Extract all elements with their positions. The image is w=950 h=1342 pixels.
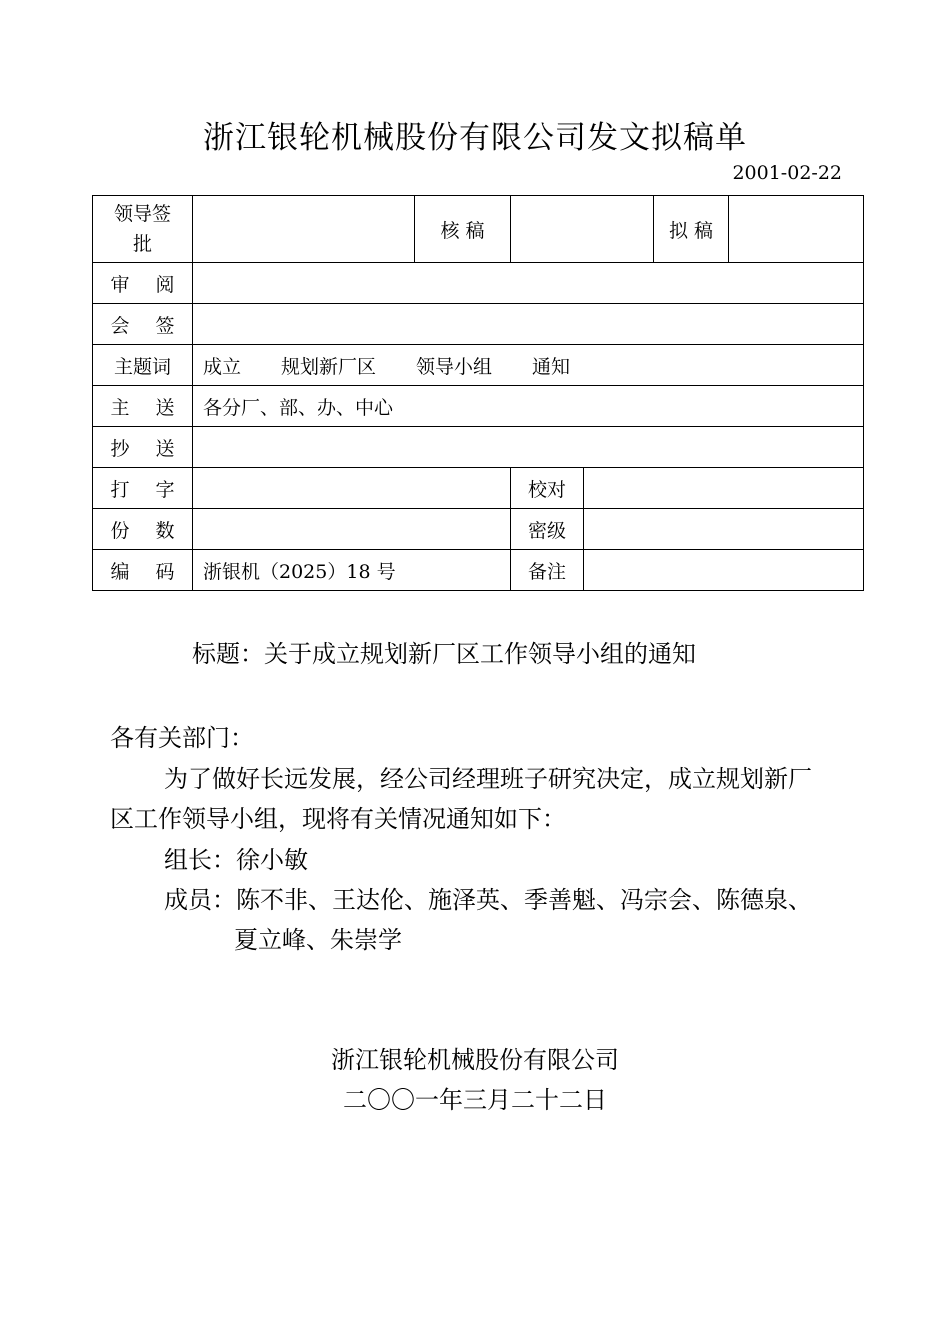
- leader-approval-field[interactable]: [193, 196, 415, 263]
- issuer-company: 浙江银轮机械股份有限公司: [331, 1046, 619, 1074]
- keywords-label: 主题词: [93, 345, 193, 386]
- subject-label: 标题：: [192, 640, 264, 668]
- countersign-field[interactable]: [193, 304, 864, 345]
- proofread-field[interactable]: [584, 468, 864, 509]
- copies-label: 份 数: [110, 519, 175, 542]
- table-row: [93, 304, 864, 345]
- table-row: [93, 509, 864, 550]
- body-paragraph-line: 为了做好长远发展，经公司经理班子研究决定，成立规划新厂: [164, 765, 812, 793]
- table-row: [93, 263, 864, 304]
- keyword: 领导小组: [416, 355, 493, 378]
- main-send-field[interactable]: 各分厂、部、办、中心: [193, 386, 864, 427]
- draft-field[interactable]: [729, 196, 864, 263]
- table-row: [93, 196, 864, 263]
- keyword: 成立: [203, 355, 242, 378]
- group-leader-line: 组长：徐小敏: [164, 846, 308, 874]
- document-date: 2001-02-22: [732, 162, 842, 184]
- verify-field[interactable]: [511, 196, 654, 263]
- keyword: 通知: [532, 355, 571, 378]
- table-row: [93, 386, 864, 427]
- main-send-label: 主 送: [110, 396, 175, 419]
- secrecy-label: 密级: [511, 509, 584, 550]
- table-row: [93, 345, 864, 386]
- subject-text: 关于成立规划新厂区工作领导小组的通知: [264, 640, 696, 668]
- draft-label: 拟 稿: [654, 196, 729, 263]
- keywords-field[interactable]: [193, 345, 864, 386]
- typing-label: 打 字: [110, 478, 175, 501]
- document-title: 浙江银轮机械股份有限公司发文拟稿单: [203, 120, 747, 156]
- copies-field[interactable]: [193, 509, 511, 550]
- members-line-continued: 夏立峰、朱崇学: [234, 926, 402, 954]
- table-row: [93, 468, 864, 509]
- table-row: [93, 550, 864, 591]
- verify-label: 核 稿: [415, 196, 511, 263]
- issue-date: 二〇〇一年三月二十二日: [343, 1086, 607, 1114]
- remarks-field[interactable]: [584, 550, 864, 591]
- secrecy-field[interactable]: [584, 509, 864, 550]
- remarks-label: 备注: [511, 550, 584, 591]
- cc-field[interactable]: [193, 427, 864, 468]
- review-field[interactable]: [193, 263, 864, 304]
- proofread-label: 校对: [511, 468, 584, 509]
- draft-form-table: [92, 195, 864, 591]
- body-paragraph-line: 区工作领导小组，现将有关情况通知如下：: [110, 805, 566, 833]
- table-row: [93, 427, 864, 468]
- code-label: 编 码: [110, 560, 175, 583]
- review-label: 审 阅: [110, 273, 175, 296]
- leader-approval-label-cell: [93, 196, 193, 263]
- code-field[interactable]: 浙银机（2025）18 号: [193, 550, 511, 591]
- keyword: 规划新厂区: [281, 355, 377, 378]
- subject-line: [192, 634, 696, 669]
- countersign-label: 会 签: [110, 314, 175, 337]
- cc-label: 抄 送: [110, 437, 175, 460]
- leader-approval-label: 领导签批: [113, 203, 171, 255]
- salutation: 各有关部门：: [110, 724, 254, 752]
- typing-field[interactable]: [193, 468, 511, 509]
- members-line: 成员：陈不非、王达伦、施泽英、季善魁、冯宗会、陈德泉、: [164, 886, 812, 914]
